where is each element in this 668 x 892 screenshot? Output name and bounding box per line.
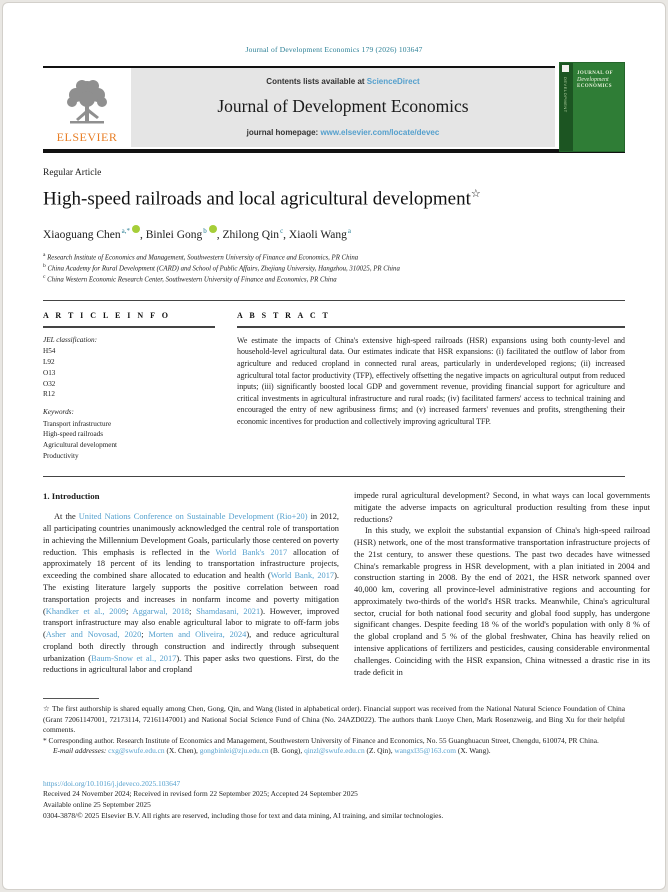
inline-link[interactable]: Morten and Oliveira, 2024 (148, 630, 247, 640)
divider (237, 326, 625, 327)
body-column-right (354, 490, 650, 678)
inline-link[interactable]: Khandker et al., 2009 (45, 606, 126, 616)
masthead-bottom-rule (43, 149, 625, 153)
text-segment: allocation of approximately 18 percent of its lending to transportation infrastructure projects, exceeding the combined share allocated to education and health ( (43, 547, 339, 581)
text-segment: ). The existing literature largely supports the positive correlation between road transportation projects and increases in nonfarm income and poverty mitigation ( (43, 571, 340, 616)
article-info-column (43, 311, 215, 461)
abstract-text: We estimate the impacts of China's extensive high-speed railroads (HSR) expansions using both county-level and household-level agricultural data. Our estimates indicate that HSR expansions: (i) facilitated the outflow of labor from agriculture and reduced cropland in connected rural areas, particularly in underdeveloped regions; (ii) increased agricultural total factor productivity (TFP), effectively offsetting the negative impacts on agricultural output from reduced inputs; (iii) significantly boosted local GDP and government revenue, providing financial support for agriculture and critical investments in agricultural infrastructure and rural roads; (iv) facilitated farmers' access to technical training and encouraged the entry of new agribusiness firms; and (v) increased farmers' revenues and profits, strengthening their economic incentives for production and collectively improving agricultural TFP. (237, 335, 625, 426)
text-segment: ; (125, 606, 133, 616)
issn-copyright: 0304-3878/© 2025 Elsevier B.V. All rights are reserved, including those for text and data mining, AI training, and similar technologies. (43, 811, 444, 821)
inline-link[interactable]: Aggarwal, 2018 (132, 606, 190, 616)
text-segment: ), and reduce agricultural cropland both directly through construction and indirectly through subsequent urbanization ( (43, 630, 340, 663)
page-title (43, 187, 625, 210)
keyword: Productivity (43, 452, 79, 461)
intro-paragraph-1-continued: impede rural agricultural development? Second, in what ways can local governments mitigate the adverse impacts on agricultural production resulting from these input reductions? (354, 491, 650, 524)
author-affiliation-mark: a,* (121, 227, 130, 236)
received-dates: Received 24 November 2024; Received in revised form 22 September 2025; Accepted 24 September 2025 (43, 789, 358, 798)
jel-code: O13 (43, 368, 56, 377)
author-affiliation-mark: b (203, 227, 207, 236)
info-abstract-section (43, 301, 625, 465)
jel-label: JEL classification: (43, 335, 97, 344)
keyword: High-speed railroads (43, 430, 104, 439)
footnote-corresponding-author: * Corresponding author. Research Institute of Economics and Management, Southwestern University of Finance and Economics, No. 55 Guanghuacun Street, Chengdu, 610074, PR China. (43, 735, 599, 745)
cover-line2: Development (577, 77, 609, 83)
cover-title (573, 63, 624, 151)
journal-banner (131, 68, 555, 147)
author-name[interactable]: Zhilong Qin$^c$ (222, 227, 284, 242)
divider (43, 476, 625, 477)
jel-codes-list (43, 346, 215, 400)
jel-code: O32 (43, 379, 56, 388)
elsevier-tree-icon (62, 77, 112, 129)
masthead (43, 66, 625, 153)
available-online: Available online 25 September 2025 (43, 800, 151, 810)
author-affiliation-mark: a (347, 227, 351, 236)
text-segment: in 2012, all participating countries unanimously acknowledged the central role of transportation in achieving the Millennium Development Goals, particularly those centered on poverty reduction. This emphasis is reflected in the (43, 512, 339, 557)
article-title-text: High-speed railroads and local agricultural development (43, 188, 471, 210)
journal-first-page (2, 2, 666, 890)
inline-link[interactable]: Shamdasani, 2021 (196, 606, 261, 616)
text-segment: (Z. Qin), (364, 746, 395, 756)
publication-metadata (43, 779, 625, 821)
footnote-rule (43, 698, 99, 699)
jel-code: H54 (43, 347, 56, 356)
keywords-list (43, 419, 215, 462)
inline-link[interactable]: World Bank, 2017 (270, 571, 335, 581)
inline-link[interactable]: gongbinlei@zju.edu.cn (199, 746, 269, 756)
authors-line: Xiaoguang Chen$^{a,*}$ , Binlei Gong$^b$ , Zhilong Qin$^c$, Xiaoli Wang$^a$ (43, 227, 351, 242)
abstract-column (215, 311, 625, 461)
affiliation-line: $^c$ China Western Economic Research Center, Southwestern University of Finance and Economics, PR China (43, 274, 337, 284)
homepage-link[interactable]: www.elsevier.com/locate/devec (320, 128, 440, 137)
author-affiliation-mark: c (280, 227, 284, 236)
footnote-authorship: ☆ The first authorship is shared equally among Chen, Gong, Qin, and Wang (listed in alphabetical order). Financial support was received from the National Natural Science Foundation of China (Grant 72061147001, 72173114, 72161147001) and National Social Science Fund of China (No. 24AZD022). The authors thank Luoye Chen, Mark Rosenzweig, and Bing Xu for their helpful comments. (43, 704, 625, 735)
cover-line1: JOURNAL OF (577, 71, 614, 76)
text-segment: ). However, improved transport infrastructure may also enable agricultural labor to migrate to off-farm jobs ( (43, 606, 340, 640)
title-footnote-mark[interactable]: ☆ (470, 188, 481, 200)
article-body (43, 490, 650, 678)
affiliation-line: $^a$ Research Institute of Economics and Management, Southwestern University of Finance and Economics, PR China (43, 252, 359, 262)
cover-line3: ECONOMICS (577, 84, 612, 89)
sciencedirect-link[interactable]: ScienceDirect (366, 77, 420, 86)
text-segment: (X. Wang). (456, 746, 491, 756)
author-name[interactable]: Xiaoli Wang$^a$ (288, 227, 351, 242)
article-type: Regular Article (43, 168, 102, 178)
intro-paragraph-2: In this study, we exploit the substantial expansion of China's high-speed railroad (HSR) network, one of the most transformative transportation infrastructure projects of the 21st century, to answer these questions. The past two decades have witnessed China's remarkable progress in HSR development, with a plan initiated in 2004 and construction starting in 2008. By the end of 2021, the HSR network spanned over 40,000 km, covering all province-level administrative regions and accounting for approximately two-thirds of the world's HSR tracks. Meanwhile, China's agricultural sector, crucial for both national food security and global food supply, has undergone significant changes. Despite feeding 18 % of the world's population with only 8 % of the global cropland and 5 % of the global freshwater, China has heavily relied on intensive applications of fertilizers and pesticides, causing considerable environmental challenges. Coinciding with the HSR expansion, China witnessed a drastic rise in its trade deficit in (354, 526, 650, 677)
inline-link[interactable]: cxg@swufe.edu.cn (108, 746, 165, 756)
introduction-heading: 1. Introduction (43, 491, 100, 502)
contents-line (139, 77, 547, 86)
orcid-icon[interactable] (132, 225, 140, 233)
text-segment: At the (54, 512, 79, 522)
jel-code: R12 (43, 390, 55, 399)
jel-code: L92 (43, 357, 55, 366)
orcid-icon[interactable] (209, 225, 217, 233)
divider (43, 326, 215, 327)
journal-cover-thumbnail[interactable] (559, 62, 625, 152)
footnote-emails (43, 746, 625, 757)
keyword: Agricultural development (43, 441, 118, 450)
elsevier-wordmark: ELSEVIER (56, 130, 118, 144)
contents-prefix: Contents lists available at (266, 77, 367, 86)
text-segment: E-mail addresses: (53, 746, 109, 756)
author-name[interactable]: Xiaoguang Chen$^{a,*}$ (43, 229, 140, 241)
text-segment: ; (189, 606, 197, 616)
inline-link[interactable]: qinzl@swufe.edu.cn (304, 746, 365, 756)
affiliation-line: $^b$ China Academy for Rural Development (CARD) and School of Public Affairs, Zhejiang University, Hangzhou, 310025, PR China (43, 263, 400, 273)
doi-link[interactable]: https://doi.org/10.1016/j.jdeveco.2025.103647 (43, 779, 181, 788)
intro-paragraph-1 (43, 511, 339, 676)
abstract-heading: A B S T R A C T (237, 311, 331, 321)
homepage-line (139, 128, 547, 137)
journal-title: Journal of Development Economics (217, 96, 469, 116)
inline-link[interactable]: wangxl35@163.com (394, 746, 457, 756)
keyword: Transport infrastructure (43, 419, 112, 428)
inline-link[interactable]: United Nations Conference on Sustainable Development (Rio+20) (78, 512, 308, 522)
text-segment: ). This paper asks two questions. First, do the reductions in agricultural labor and cropland (43, 653, 339, 675)
text-segment: (X. Chen), (164, 746, 200, 756)
inline-link[interactable]: Asher and Novosad, 2020 (45, 630, 142, 640)
keywords-label: Keywords: (43, 408, 74, 417)
author-name[interactable]: Binlei Gong$^b$ (146, 229, 217, 241)
text-segment: ; (141, 630, 149, 640)
article-info-heading: A R T I C L E I N F O (43, 311, 171, 321)
footnotes (43, 698, 625, 757)
inline-link[interactable]: World Bank's 2017 (215, 547, 288, 557)
body-column-left (43, 490, 339, 678)
cover-spine (560, 63, 573, 151)
citation-header: Journal of Development Economics 179 (2026) 103647 (245, 45, 423, 54)
affiliations (43, 252, 625, 285)
homepage-prefix: journal homepage: (246, 128, 321, 137)
cover-spine-text: DEVELOPMENT (563, 77, 568, 113)
elsevier-logo[interactable] (43, 68, 131, 147)
inline-link[interactable]: Baum-Snow et al., 2017 (91, 653, 177, 663)
text-segment: (B. Gong), (268, 746, 305, 756)
